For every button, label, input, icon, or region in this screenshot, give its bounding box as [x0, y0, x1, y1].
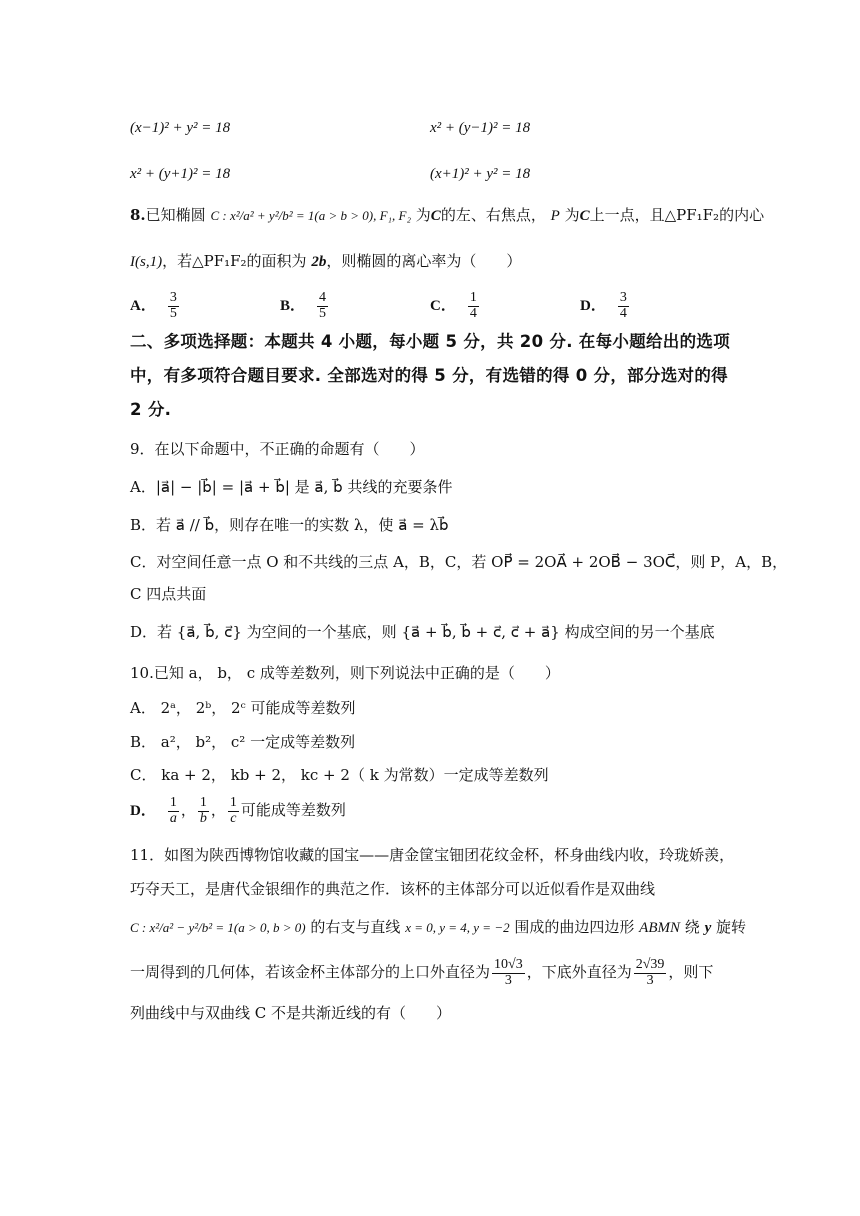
q8-p: P	[550, 208, 560, 224]
q8-option-c-num: 1	[469, 290, 477, 305]
q7-option-d	[430, 164, 530, 183]
q8-option-b-label: B．	[280, 298, 306, 315]
q7-option-a-text: (x−1)² + y² = 18	[130, 120, 231, 136]
q11-line3	[130, 918, 746, 937]
q8-option-b-num: 4	[319, 290, 327, 305]
q9-option-c-line2: C 四点共面	[130, 585, 207, 603]
q11-text-e: 一周得到的几何体，若该金杯主体部分的上口外直径为	[130, 963, 491, 982]
q10-frac-a	[168, 796, 179, 826]
section2-line2: 中，有多项符合题目要求. 全部选对的得 5 分，有选错的得 0 分，部分选对的得	[130, 366, 728, 385]
q8-text-7: ，则椭圆的离心率为（ ）	[326, 252, 522, 270]
q7-option-a	[130, 118, 230, 137]
q7-option-d-text: (x+1)² + y² = 18	[430, 166, 531, 182]
q11-top-diameter-den: 3	[504, 972, 512, 988]
q8-stem-line1	[130, 206, 764, 225]
q10-option-b: B． a²， b²， c² 一定成等差数列	[130, 733, 356, 751]
q10-frac-b-num: 1	[199, 795, 207, 810]
q10-option-c: C． ka + 2， kb + 2， kc + 2（ k 为常数）一定成等差数列	[130, 766, 549, 784]
q8-text-1: 已知椭圆	[145, 206, 206, 224]
q10-frac-c-num: 1	[229, 795, 237, 810]
q11-lines: x = 0, y = 4, y = −2	[405, 920, 510, 935]
q11-top-diameter-num: 10√3	[494, 957, 523, 972]
q11-text-c: 绕	[684, 918, 700, 936]
section2-line1: 二、多项选择题：本题共 4 小题，每小题 5 分，共 20 分. 在每小题给出的选项	[130, 332, 731, 351]
q11-text-b: 围成的曲边四边形	[514, 918, 635, 936]
q8-c1: C	[430, 208, 441, 224]
q11-line5: 列曲线中与双曲线 C 不是共渐近线的有（ ）	[130, 1004, 452, 1022]
q10-frac-a-num: 1	[169, 795, 177, 810]
q8-option-a-num: 3	[169, 290, 177, 305]
q11-shape: ABMN	[639, 920, 680, 936]
q8-number: 8.	[130, 206, 146, 224]
q8-c2: C	[579, 208, 590, 224]
q7-option-c-text: x² + (y+1)² = 18	[130, 166, 231, 182]
q11-hyperbola-equation: C : x²/a² − y²/b² = 1(a > 0, b > 0)	[130, 920, 306, 935]
q8-option-b-den: 5	[319, 305, 327, 321]
q8-text-3: 的左、右焦点，	[440, 206, 546, 224]
q8-option-c-fraction	[468, 291, 479, 321]
q9-option-d: D．若 {a⃗, b⃗, c⃗} 为空间的一个基底，则 {a⃗ + b⃗, b⃗ + c⃗, c⃗ + a⃗} 构成空间的另一个基底	[130, 623, 715, 641]
q10-frac-c	[228, 796, 239, 826]
q9-option-a: A．|a⃗| − |b⃗| = |a⃗ + b⃗| 是 a⃗, b⃗ 共线的充要条件	[130, 478, 453, 496]
q9-stem: 9．在以下命题中，不正确的命题有（ ）	[130, 440, 425, 458]
q8-stem-line2	[130, 252, 521, 271]
q11-axis: y	[704, 920, 712, 936]
q8-option-c-label: C．	[430, 298, 456, 315]
q7-option-b	[430, 118, 530, 137]
q10-frac-b-den: b	[199, 810, 207, 826]
q8-option-a-fraction	[168, 291, 179, 321]
q8-option-a	[130, 291, 181, 321]
q11-text-a: 的右支与直线	[310, 918, 401, 936]
q11-text-d: 旋转	[716, 918, 747, 936]
q11-text-g: ，则下	[668, 963, 714, 982]
q11-text-f: ，下底外直径为	[526, 963, 632, 982]
q7-option-b-text: x² + (y−1)² = 18	[430, 120, 531, 136]
q8-ellipse-equation: C : x²/a² + y²/b² = 1(a > b > 0), F₁, F₂	[210, 208, 411, 223]
q8-option-b	[280, 291, 330, 321]
q8-option-a-den: 5	[169, 305, 177, 321]
q11-line1: 11．如图为陕西博物馆收藏的国宝——唐金筐宝钿团花纹金杯，杯身曲线内收，玲珑娇羡，	[130, 846, 735, 864]
q8-option-a-label: A．	[130, 298, 156, 315]
q7-option-c	[130, 164, 230, 183]
q11-bottom-diameter-den: 3	[646, 972, 654, 988]
q9-option-b: B．若 a⃗ // b⃗，则存在唯一的实数 λ，使 a⃗ = λb⃗	[130, 516, 449, 534]
q11-top-diameter	[492, 958, 525, 988]
q8-option-c-den: 4	[469, 305, 477, 321]
q10-option-d: D． $\frac{1}{a}$ ， $\frac{1}{b}$ ， $\frac{1}{c}$ 可能成等差数列	[130, 795, 346, 826]
section2-line3: 2 分.	[130, 400, 172, 419]
q11-bottom-diameter	[634, 958, 667, 988]
q10-option-a: A． 2ᵃ， 2ᵇ， 2ᶜ 可能成等差数列	[130, 699, 356, 717]
q8-option-d-num: 3	[619, 290, 627, 305]
q8-text-5: 上一点，且△PF₁F₂的内心	[589, 206, 765, 224]
q8-incenter: I(s,1)	[130, 254, 163, 270]
q8-text-2: 为	[415, 206, 431, 224]
q10-frac-b	[198, 796, 209, 826]
q8-area: 2b	[311, 254, 327, 270]
q10-option-d-suffix: 可能成等差数列	[240, 801, 346, 820]
q8-option-d-label: D．	[580, 298, 606, 315]
q8-option-d-den: 4	[619, 305, 627, 321]
q8-text-6: ，若△PF₁F₂的面积为	[162, 252, 307, 270]
q8-option-c	[430, 291, 481, 321]
q10-frac-a-den: a	[169, 810, 177, 826]
q10-option-d-label: D．	[130, 803, 156, 820]
q8-option-d-fraction	[618, 291, 629, 321]
q9-option-c-line1: C．对空间任意一点 O 和不共线的三点 A，B，C，若 OP⃗ = 2OA⃗ + 2OB⃗ − 3OC⃗，则 P，A，B，	[130, 553, 788, 571]
q11-bottom-diameter-num: 2√39	[635, 957, 665, 972]
q10-stem: 10.已知 a， b， c 成等差数列，则下列说法中正确的是（ ）	[130, 664, 560, 682]
q10-frac-c-den: c	[230, 810, 237, 826]
q8-text-4: 为	[564, 206, 580, 224]
q11-line2: 巧夺天工，是唐代金银细作的典范之作．该杯的主体部分可以近似看作是双曲线	[130, 880, 656, 898]
q11-line4	[130, 958, 713, 988]
q8-option-b-fraction	[317, 291, 328, 321]
q8-option-d	[580, 291, 631, 321]
